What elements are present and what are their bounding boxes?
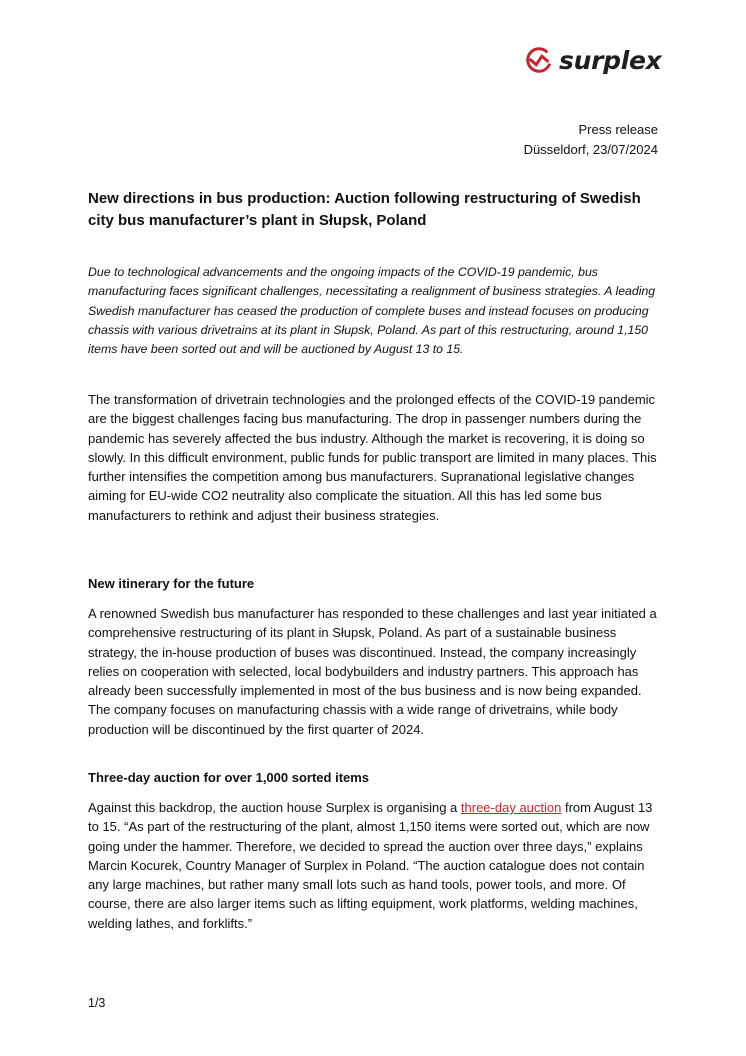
surplex-logo-icon xyxy=(524,45,554,75)
three-day-auction-link[interactable]: three-day auction xyxy=(460,800,562,815)
release-place-date: Düsseldorf, 23/07/2024 xyxy=(523,142,658,157)
paragraph-3-text-before: Against this backdrop, the auction house Surplex is organising a xyxy=(88,800,461,815)
surplex-logo xyxy=(524,40,661,80)
page-number: 1/3 xyxy=(88,996,106,1010)
section-heading-auction: Three-day auction for over 1,000 sorted items xyxy=(88,770,370,785)
section-heading-itinerary: New itinerary for the future xyxy=(88,576,255,591)
surplex-logo-wordmark: surplex xyxy=(559,45,662,75)
page-title: New directions in bus production: Auction following restructuring of Swedish city bus manufacturer’s plant in Słupsk, Poland xyxy=(88,190,641,229)
release-type: Press release xyxy=(578,122,658,137)
body-paragraph-1: The transformation of drivetrain technologies and the prolonged effects of the COVID-19 pandemic are the biggest challenges facing bus manufacturing. The drop in passenger numbers during the pandemic has severely affected the bus industry. Although the market is recovering, it is doing so slowly. In this difficult environment, public funds for public transport are limited in many places. This further intensifies the competition among bus manufacturers. Supranational legislative changes aiming for EU-wide CO2 neutrality also complicate the situation. All this has led some bus manufacturers to rethink and adjust their business strategies. xyxy=(88,392,657,523)
release-meta xyxy=(524,120,658,160)
body-paragraph-2: A renowned Swedish bus manufacturer has responded to these challenges and last year initiated a comprehensive restructuring of its plant in Słupsk, Poland. As part of a sustainable business strategy, the in-house production of buses was discontinued. Instead, the company increasingly relies on cooperation with selected, local bodybuilders and industry partners. This approach has already been successfully implemented in most of the bus business and is now being expanded. The company focuses on manufacturing chassis with a wide range of drivetrains, while body production will be discontinued by the first quarter of 2024. xyxy=(88,606,657,737)
body-paragraph-3 xyxy=(88,798,658,933)
lead-paragraph: Due to technological advancements and the ongoing impacts of the COVID-19 pandemic, bus manufacturing faces significant challenges, necessitating a realignment of business strategies. A leading Swedish manufacturer has ceased the production of complete buses and instead focuses on producing chassis with various drivetrains at its plant in Słupsk, Poland. As part of this restructuring, around 1,150 items have been sorted out and will be auctioned by August 13 to 15. xyxy=(88,265,656,357)
paragraph-3-text-after: from August 13 to 15. “As part of the restructuring of the plant, almost 1,150 items were sorted out, which are now going under the hammer. Therefore, we decided to spread the auction over three days,” explains Marcin Kocurek, Country Manager of Surplex in Poland. “The auction catalogue does not contain any large machines, but rather many small lots such as hand tools, power tools, and more. Of course, there are also larger items such as lifting equipment, work platforms, welding machines, welding lathes, and forklifts.” xyxy=(88,800,653,931)
